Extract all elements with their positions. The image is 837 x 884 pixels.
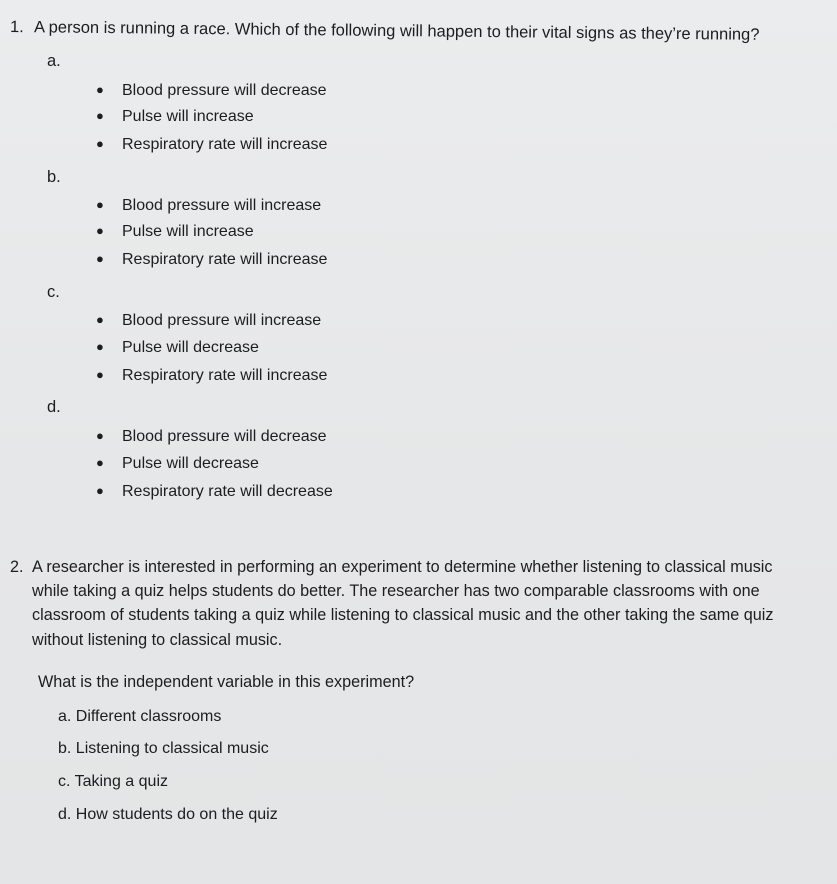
bullet-icon: ● <box>96 312 104 327</box>
option-b-item: ● Pulse will increase <box>96 223 254 240</box>
question-1-text: A person is running a race. Which of the following will happen to their vital signs as they’re running? <box>33 18 760 44</box>
question-2-number: 2. <box>10 558 24 576</box>
bullet-icon: ● <box>96 82 104 97</box>
option-b-item: ● Respiratory rate will increase <box>96 251 328 268</box>
question-1-stem <box>10 18 760 45</box>
question-2-stem-line: while taking a quiz helps students do better. The researcher has two comparable classrooms with one <box>32 582 760 601</box>
bullet-icon: ● <box>96 136 104 151</box>
bullet-icon: ● <box>96 251 104 266</box>
question-2-stem <box>10 555 825 652</box>
bullet-icon: ● <box>96 339 104 354</box>
question-2-prompt: What is the independent variable in this experiment? <box>38 673 415 691</box>
answer-choice-a: a. Different classrooms <box>58 708 222 725</box>
option-d-item: ● Blood pressure will decrease <box>96 428 327 445</box>
answer-choice-b: b. Listening to classical music <box>58 740 269 757</box>
bullet-icon: ● <box>96 428 104 443</box>
answer-choice-c: c. Taking a quiz <box>58 773 168 790</box>
bullet-icon: ● <box>96 483 104 498</box>
bullet-icon: ● <box>96 108 104 123</box>
bullet-icon: ● <box>96 367 104 382</box>
question-2-stem-line: classroom of students taking a quiz while listening to classical music and the other taking the same quiz <box>32 606 774 625</box>
option-d-item: ● Respiratory rate will decrease <box>96 483 333 500</box>
option-d-item: ● Pulse will decrease <box>96 455 259 472</box>
option-a-item: ● Blood pressure will decrease <box>96 82 327 99</box>
option-c-letter: c. <box>47 283 60 301</box>
option-c-item: ● Respiratory rate will increase <box>96 367 328 384</box>
option-b-item: ● Blood pressure will increase <box>96 197 322 214</box>
option-d-letter: d. <box>47 398 61 416</box>
option-b-letter: b. <box>47 168 61 186</box>
bullet-icon: ● <box>96 455 104 470</box>
option-a-letter: a. <box>47 52 61 70</box>
option-c-item: ● Blood pressure will increase <box>96 312 322 329</box>
answer-choice-d: d. How students do on the quiz <box>58 806 278 823</box>
option-c-item: ● Pulse will decrease <box>96 339 259 356</box>
bullet-icon: ● <box>96 197 104 212</box>
bullet-icon: ● <box>96 223 104 238</box>
question-2-stem-line: 2. A researcher is interested in performing an experiment to determine whether listening to classical music <box>10 555 825 579</box>
option-a-item: ● Pulse will increase <box>96 108 254 125</box>
option-a-item: ● Respiratory rate will increase <box>96 136 328 153</box>
question-1-number: 1. <box>9 18 24 37</box>
question-2-stem-line: without listening to classical music. <box>32 630 283 649</box>
